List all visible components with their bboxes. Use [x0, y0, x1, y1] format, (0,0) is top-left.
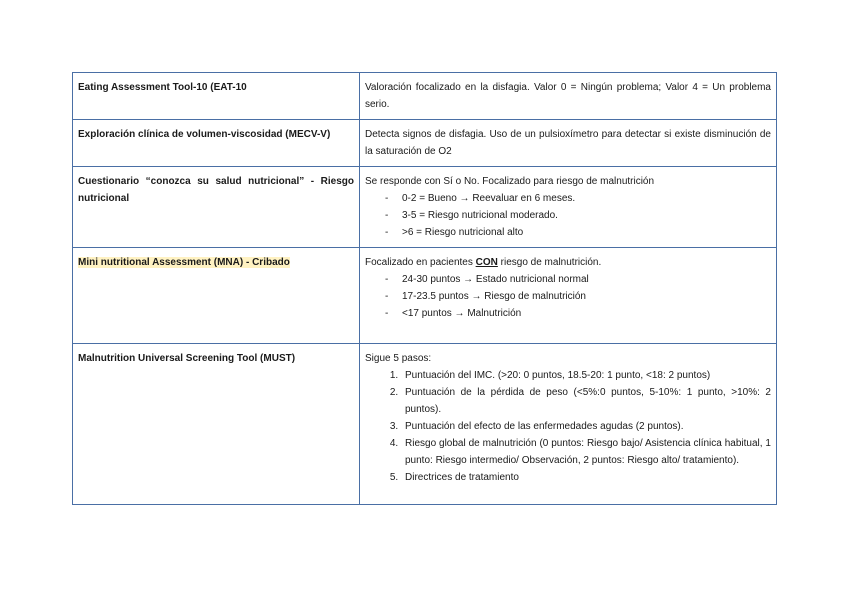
table-row: [73, 248, 777, 344]
tool-name-mecvv: Exploración clínica de volumen-viscosidad (MECV-V): [73, 120, 360, 167]
list-item: - <17 puntos → Malnutrición: [385, 305, 771, 322]
list-item: - 17-23.5 puntos → Riesgo de malnutrición: [385, 288, 771, 305]
description-intro: Se responde con Sí o No. Focalizado para riesgo de malnutrición: [365, 176, 655, 187]
tool-description-mecvv: Detecta signos de disfagia. Uso de un pulsioxímetro para detectar si existe disminución de la saturación de O2: [360, 120, 777, 167]
description-intro: Sigue 5 pasos:: [365, 353, 432, 364]
description-intro: [365, 254, 771, 271]
steps-list: [365, 367, 771, 486]
table-row: [73, 120, 777, 167]
list-item: - >6 = Riesgo nutricional alto: [385, 224, 771, 241]
list-item: - 0-2 = Bueno → Reevaluar en 6 meses.: [385, 190, 771, 207]
list-item: 4. Riesgo global de malnutrición (0 puntos: Riesgo bajo/ Asistencia clínica habitual, 1 punto: Riesgo intermedio/ Observación, 2 puntos: Riesgo alto/ tratamiento).: [401, 435, 771, 469]
tool-description-nutrition-questionnaire: [360, 167, 777, 248]
list-item: 3. Puntuación del efecto de las enfermedades agudas (2 puntos).: [401, 418, 771, 435]
assessment-tools-table: [72, 72, 777, 505]
list-item: - 24-30 puntos → Estado nutricional normal: [385, 271, 771, 288]
intro-text-after: riesgo de malnutrición.: [497, 257, 602, 268]
list-item: 2. Puntuación de la pérdida de peso (<5%:0 puntos, 5-10%: 1 punto, >10%: 2 puntos).: [401, 384, 771, 418]
list-item: 1. Puntuación del IMC. (>20: 0 puntos, 18.5-20: 1 punto, <18: 2 puntos): [401, 367, 771, 384]
tool-name-must: Malnutrition Universal Screening Tool (MUST): [73, 344, 360, 505]
tool-name-mna: Mini nutritional Assessment (MNA) - Cribado: [78, 257, 290, 268]
tool-name-nutrition-questionnaire: Cuestionario “conozca su salud nutricional” - Riesgo nutricional: [73, 167, 360, 248]
tool-name-mna-cell: [73, 248, 360, 344]
list-item: - 3-5 = Riesgo nutricional moderado.: [385, 207, 771, 224]
table-row: [73, 344, 777, 505]
tool-description-eat10: Valoración focalizado en la disfagia. Valor 0 = Ningún problema; Valor 4 = Un problema serio.: [360, 73, 777, 120]
table-row: [73, 167, 777, 248]
score-list: [365, 190, 771, 241]
score-list: [365, 271, 771, 322]
list-item: 5. Directrices de tratamiento: [401, 469, 771, 486]
tool-description-must: [360, 344, 777, 505]
tool-description-mna: [360, 248, 777, 344]
tool-name-eat10: Eating Assessment Tool-10 (EAT-10: [73, 73, 360, 120]
intro-emphasis: CON: [475, 257, 498, 268]
intro-text-before: Focalizado en pacientes: [365, 257, 476, 268]
table-row: [73, 73, 777, 120]
